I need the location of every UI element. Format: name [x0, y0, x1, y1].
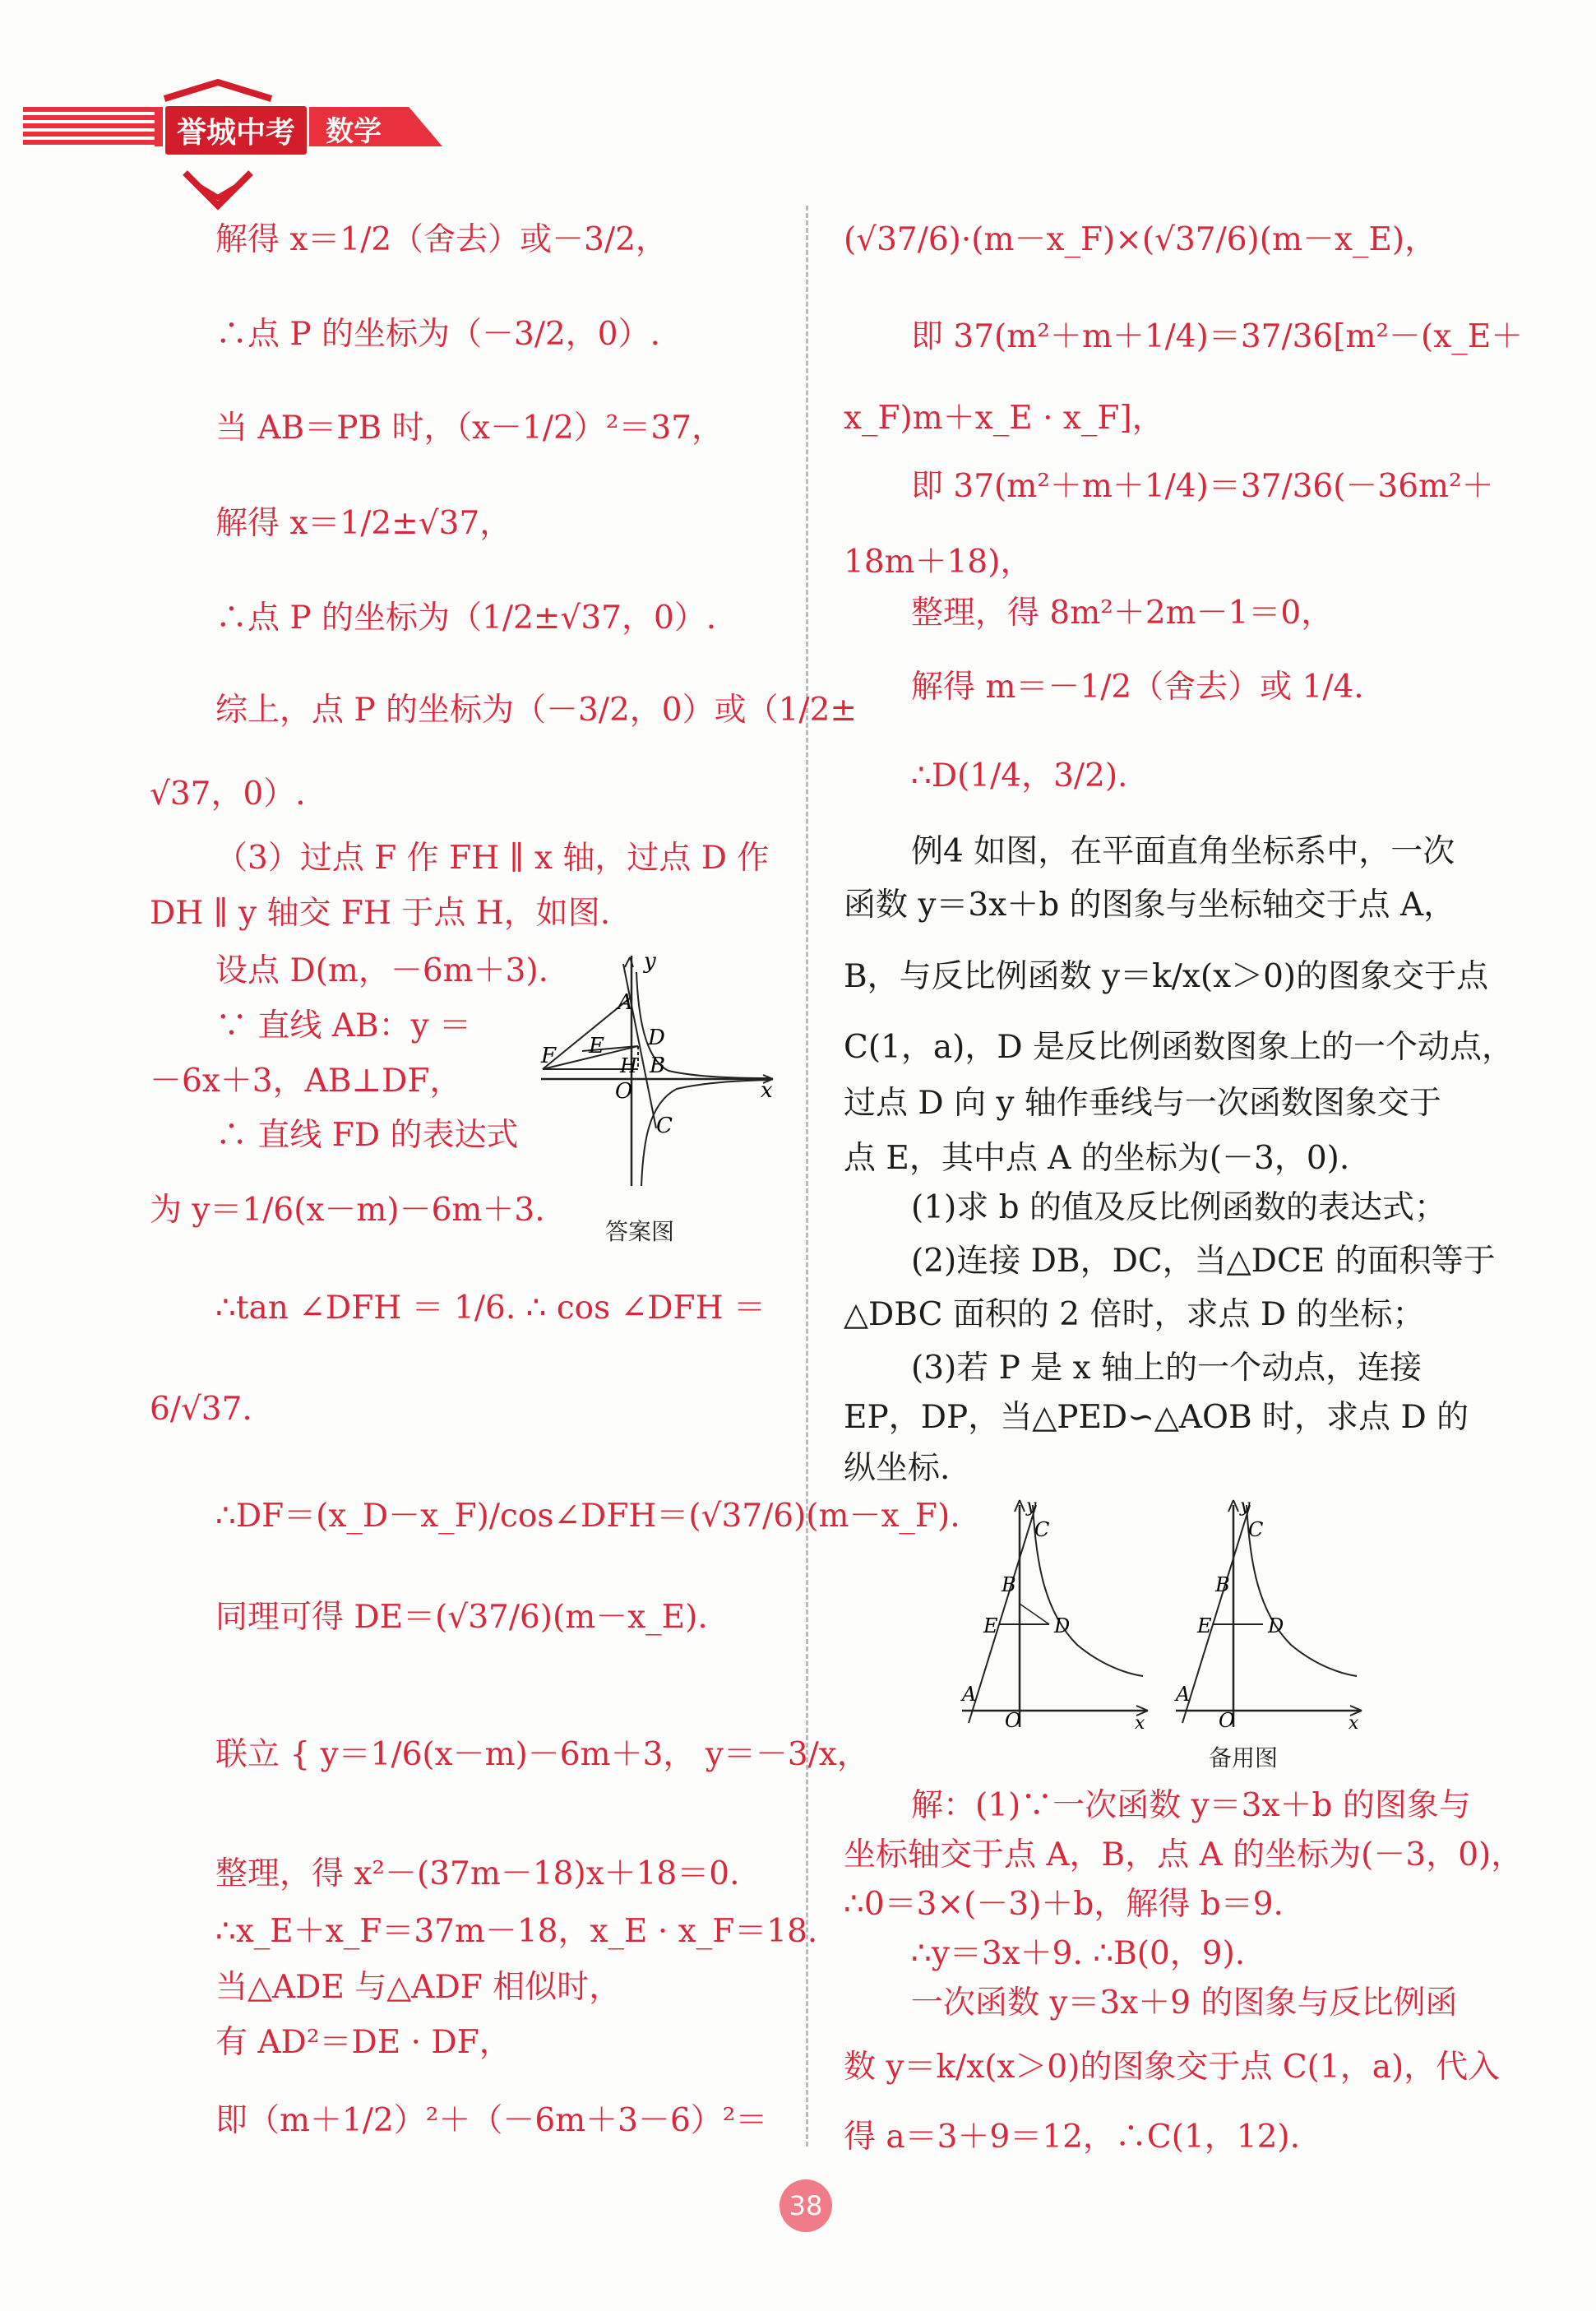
right-line: (3)若 P 是 x 轴上的一个动点，连接 — [911, 1350, 1423, 1387]
fig-label-o: O — [615, 1079, 633, 1104]
left-line: 为 y＝1/6(x－m)－6m＋3. — [150, 1192, 545, 1229]
left-line: 当△ADE 与△ADF 相似时， — [215, 1969, 622, 2006]
left-line: 同理可得 DE＝(√37/6)(m－x_E). — [215, 1599, 708, 1636]
left-line: DH ∥ y 轴交 FH 于点 H，如图. — [150, 895, 611, 932]
right-line: 解得 m＝－1/2（舍去）或 1/4. — [911, 669, 1364, 706]
example-figure-1 — [954, 1489, 1151, 1735]
fig1-label-a: A — [962, 1683, 977, 1706]
fig2-label-o: O — [1219, 1709, 1235, 1732]
backup-figure-caption: 备用图 — [1209, 1744, 1279, 1771]
fig1-label-o: O — [1005, 1709, 1021, 1732]
right-line: (√37/6)·(m－x_F)×(√37/6)(m－x_E)， — [844, 221, 1437, 258]
right-line: 纵坐标. — [844, 1450, 951, 1487]
right-line: EP，DP，当△PED∽△AOB 时，求点 D 的 — [844, 1399, 1469, 1436]
right-line: x_F)m＋x_E · x_F]， — [844, 400, 1164, 437]
left-line: 联立 { y＝1/6(x－m)－6m＋3， y＝－3/x， — [215, 1736, 869, 1773]
left-line: ∴点 P 的坐标为（1/2±√37，0）. — [215, 600, 717, 637]
left-line: ∴x_E＋x_F＝37m－18，x_E · x_F＝18. — [215, 1913, 818, 1950]
right-line: △DBC 面积的 2 倍时，求点 D 的坐标； — [844, 1296, 1425, 1333]
left-line: 综上，点 P 的坐标为（－3/2，0）或（1/2± — [215, 692, 858, 729]
left-line: ∴DF＝(x_D－x_F)/cos∠DFH＝(√37/6)(m－x_F). — [215, 1498, 960, 1535]
left-line: 整理，得 x²－(37m－18)x＋18＝0. — [215, 1855, 740, 1892]
fig2-label-a: A — [1176, 1683, 1191, 1706]
fig2-label-y: y — [1240, 1496, 1251, 1517]
right-line: 例4 如图，在平面直角坐标系中，一次 — [911, 833, 1455, 870]
fig-label-h: H — [620, 1054, 637, 1077]
left-line: （3）过点 F 作 FH ∥ x 轴，过点 D 作 — [215, 840, 770, 877]
right-line: 即 37(m²＋m＋1/4)＝37/36(－36m²＋ — [911, 468, 1494, 505]
fig2-label-c: C — [1248, 1518, 1264, 1541]
right-line: 一次函数 y＝3x＋9 的图象与反比例函 — [911, 1984, 1458, 2022]
right-line: ∴y＝3x＋9. ∴B(0，9). — [911, 1935, 1246, 1972]
fig-label-e: E — [589, 1034, 604, 1058]
fig2-label-d: D — [1268, 1614, 1284, 1637]
left-line: 设点 D(m，－6m＋3). — [215, 952, 549, 989]
brand-logo: 誉城中考 — [163, 104, 309, 157]
right-line: 过点 D 向 y 轴作垂线与一次函数图象交于 — [844, 1085, 1441, 1122]
left-line: ∴tan ∠DFH ＝ 1/6. ∴ cos ∠DFH ＝ — [215, 1290, 766, 1327]
right-line: 坐标轴交于点 A，B，点 A 的坐标为(－3，0)， — [844, 1836, 1524, 1873]
fig1-label-e: E — [983, 1614, 998, 1637]
left-line: ∵ 直线 AB：y ＝ — [215, 1007, 472, 1044]
right-line: 整理，得 8m²＋2m－1＝0， — [911, 595, 1334, 632]
right-line: 18m＋18)， — [844, 544, 1033, 581]
left-line: √37，0）. — [150, 776, 306, 813]
fig1-label-y: y — [1026, 1496, 1037, 1517]
page-number: 38 — [779, 2179, 832, 2232]
fig1-label-b: B — [1002, 1573, 1016, 1596]
subject-label: 数学 — [326, 115, 382, 148]
fig1-label-x: x — [1135, 1713, 1145, 1734]
fig1-label-d: D — [1054, 1614, 1071, 1637]
fig-label-d: D — [648, 1026, 665, 1050]
fig-label-b: B — [650, 1054, 666, 1078]
right-line: C(1，a)，D 是反比例函数图象上的一个动点， — [844, 1029, 1515, 1066]
fig-label-c: C — [656, 1114, 673, 1138]
header-stripes — [23, 107, 155, 146]
right-line: 点 E，其中点 A 的坐标为(－3，0). — [844, 1140, 1350, 1177]
left-line: ∴点 P 的坐标为（－3/2，0）. — [215, 316, 661, 353]
right-line: ∴0＝3×(－3)＋b，解得 b＝9. — [844, 1886, 1284, 1923]
answer-figure — [533, 947, 779, 1194]
left-line: 6/√37. — [150, 1391, 252, 1428]
left-line: 解得 x＝1/2（舍去）或－3/2， — [215, 221, 668, 258]
fig-label-a: A — [618, 990, 633, 1015]
right-line: 数 y＝k/x(x＞0)的图象交于点 C(1，a)，代入 — [844, 2049, 1501, 2086]
example-figure-2 — [1168, 1489, 1365, 1735]
column-divider — [806, 206, 808, 2147]
fig1-label-c: C — [1034, 1518, 1050, 1541]
left-line: 有 AD²＝DE · DF， — [215, 2024, 511, 2061]
answer-figure-caption: 答案图 — [605, 1218, 675, 1245]
left-line: 解得 x＝1/2±√37， — [215, 505, 512, 542]
left-line: ∴ 直线 FD 的表达式 — [215, 1117, 519, 1154]
left-line: －6x＋3，AB⊥DF， — [150, 1063, 462, 1100]
fig2-label-e: E — [1197, 1614, 1212, 1637]
fig2-label-x: x — [1349, 1713, 1359, 1734]
left-line: 即（m＋1/2）²＋（－6m＋3－6）²＝ — [215, 2102, 768, 2139]
right-line: B，与反比例函数 y＝k/x(x＞0)的图象交于点 — [844, 958, 1489, 995]
right-line: 函数 y＝3x＋b 的图象与坐标轴交于点 A， — [844, 887, 1456, 924]
right-line: (1)求 b 的值及反比例函数的表达式； — [911, 1189, 1447, 1226]
fig-label-f: F — [541, 1044, 557, 1068]
left-line: 当 AB＝PB 时，（x－1/2）²＝37， — [215, 410, 724, 447]
right-line: 得 a＝3＋9＝12，∴C(1，12). — [844, 2119, 1301, 2156]
right-line: (2)连接 DB，DC，当△DCE 的面积等于 — [911, 1243, 1496, 1280]
right-line: ∴D(1/4，3/2). — [911, 757, 1128, 794]
right-line: 解：(1)∵一次函数 y＝3x＋b 的图象与 — [911, 1787, 1471, 1824]
right-line: 即 37(m²＋m＋1/4)＝37/36[m²－(x_E＋ — [911, 318, 1524, 355]
fig-label-x: x — [761, 1078, 773, 1103]
fig-label-y: y — [644, 949, 656, 974]
fig2-label-b: B — [1215, 1573, 1230, 1596]
